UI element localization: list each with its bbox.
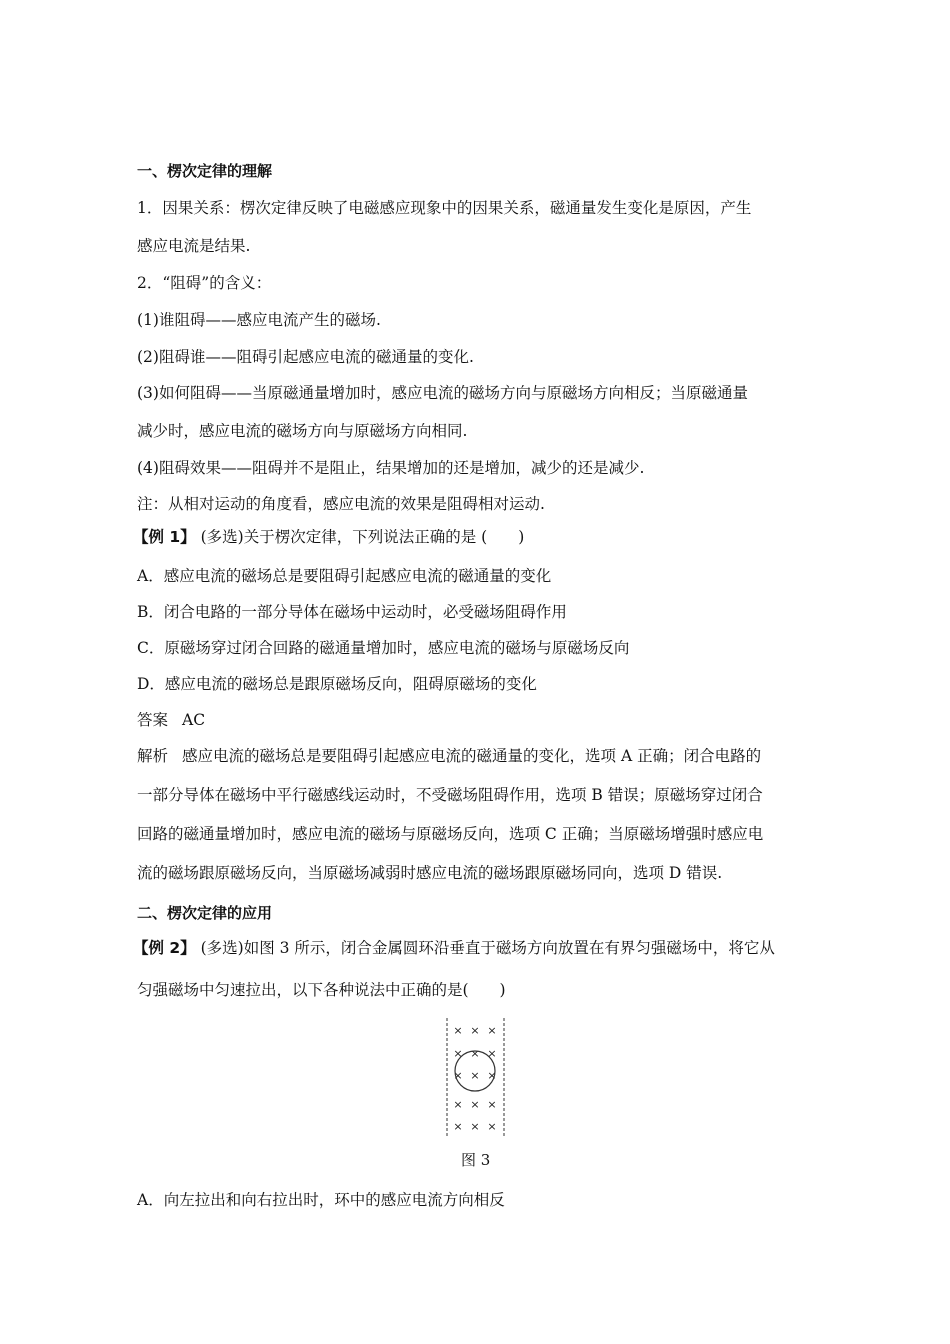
magnetic-field-ring-figure xyxy=(440,1016,512,1140)
example-1-answer xyxy=(137,710,205,730)
field-cross-0-2: × xyxy=(487,1024,497,1037)
analysis-label: 解析 xyxy=(137,747,169,765)
field-cross-3-0: × xyxy=(453,1098,463,1111)
field-cross-2-1: × xyxy=(470,1069,480,1082)
example-2-question-text: (多选)如图 3 所示，闭合金属圆环沿垂直于磁场方向放置在有界匀强磁场中，将它从 xyxy=(200,939,775,957)
example-1-analysis-line3: 回路的磁通量增加时，感应电流的磁场与原磁场反向，选项 C 正确；当原磁场增强时感应电 xyxy=(137,825,764,843)
example-2-option-a: A．向左拉出和向右拉出时，环中的感应电流方向相反 xyxy=(137,1191,505,1209)
note: 注：从相对运动的角度看，感应电流的效果是阻碍相对运动. xyxy=(137,495,545,513)
analysis-text-line1: 感应电流的磁场总是要阻碍引起感应电流的磁通量的变化，选项 A 正确；闭合电路的 xyxy=(182,747,762,765)
field-cross-1-2: × xyxy=(487,1047,497,1060)
example-1-option-c: C．原磁场穿过闭合回路的磁通量增加时，感应电流的磁场与原磁场反向 xyxy=(137,639,630,657)
example-2-question-line1 xyxy=(133,938,775,958)
section-1-title: 一、楞次定律的理解 xyxy=(137,162,273,180)
field-cross-0-1: × xyxy=(470,1024,480,1037)
list-item-3-line2: 减少时，感应电流的磁场方向与原磁场方向相同. xyxy=(137,422,468,440)
list-item-3-line1: (3)如何阻碍——当原磁通量增加时，感应电流的磁场方向与原磁场方向相反；当原磁通量 xyxy=(137,384,748,402)
example-1-analysis-line2: 一部分导体在磁场中平行磁感线运动时，不受磁场阻碍作用，选项 B 错误；原磁场穿过闭合 xyxy=(137,786,763,804)
field-crosses xyxy=(453,1024,496,1133)
field-cross-1-0: × xyxy=(453,1047,463,1060)
field-cross-3-1: × xyxy=(470,1098,480,1111)
field-cross-4-0: × xyxy=(453,1120,463,1133)
field-cross-4-2: × xyxy=(487,1120,497,1133)
list-item-2: (2)阻碍谁——阻碍引起感应电流的磁通量的变化. xyxy=(137,348,474,366)
field-cross-2-2: × xyxy=(487,1069,497,1082)
example-1-option-b: B．闭合电路的一部分导体在磁场中运动时，必受磁场阻碍作用 xyxy=(137,603,567,621)
field-cross-3-2: × xyxy=(487,1098,497,1111)
field-cross-2-0: × xyxy=(453,1069,463,1082)
field-cross-0-0: × xyxy=(453,1024,463,1037)
paragraph-hinder-meaning: 2．“阻碍”的含义： xyxy=(137,274,272,292)
example-1-option-a: A．感应电流的磁场总是要阻碍引起感应电流的磁通量的变化 xyxy=(137,567,552,585)
paragraph-causality-line1: 1．因果关系：楞次定律反映了电磁感应现象中的因果关系，磁通量发生变化是原因，产生 xyxy=(137,199,752,217)
example-2-question-line2: 匀强磁场中匀速拉出，以下各种说法中正确的是( ) xyxy=(137,981,506,999)
list-item-1: (1)谁阻碍——感应电流产生的磁场. xyxy=(137,311,381,329)
example-1-tag: 【例 1】 xyxy=(133,528,196,546)
list-item-4: (4)阻碍效果——阻碍并不是阻止，结果增加的还是增加，减少的还是减少. xyxy=(137,459,645,477)
example-2-tag: 【例 2】 xyxy=(133,939,196,957)
example-1-question xyxy=(133,527,524,547)
answer-value: AC xyxy=(182,711,206,729)
answer-label: 答案 xyxy=(137,711,169,729)
example-1-question-text: (多选)关于楞次定律，下列说法正确的是 ( ) xyxy=(200,528,525,546)
section-2-title: 二、楞次定律的应用 xyxy=(137,904,273,922)
example-1-analysis-line4: 流的磁场跟原磁场反向，当原磁场减弱时感应电流的磁场跟原磁场同向，选项 D 错误. xyxy=(137,864,723,882)
paragraph-causality-line2: 感应电流是结果. xyxy=(137,237,251,255)
example-1-analysis-line1 xyxy=(137,746,761,766)
example-1-option-d: D．感应电流的磁场总是跟原磁场反向，阻碍原磁场的变化 xyxy=(137,675,537,693)
field-cross-1-1: × xyxy=(470,1047,480,1060)
figure-caption: 图 3 xyxy=(461,1151,491,1169)
field-cross-4-1: × xyxy=(470,1120,480,1133)
